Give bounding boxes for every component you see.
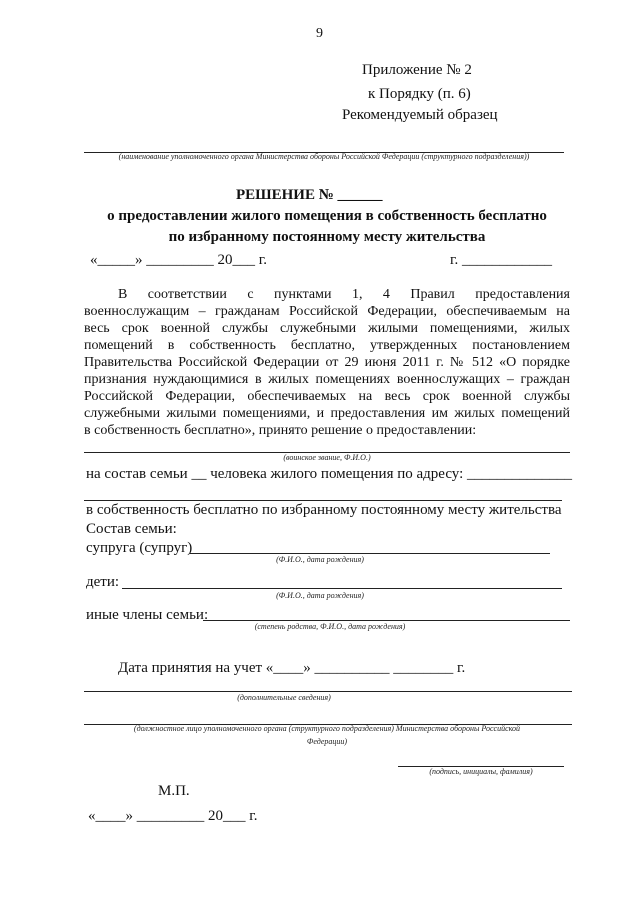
ownership-line: в собственность бесплатно по избранному постоянному месту жительства xyxy=(86,502,562,518)
sample-label: Рекомендуемый образец xyxy=(342,107,498,123)
registration-date-line: Дата принятия на учет «____» __________ ________ г. xyxy=(118,660,466,676)
stamp-place: М.П. xyxy=(158,783,190,799)
spouse-caption: (Ф.И.О., дата рождения) xyxy=(276,555,364,564)
spouse-underline xyxy=(190,553,550,554)
body-line-3: весь срок военной службы служебными жилыми помещениями, жилых xyxy=(84,321,570,336)
decision-subtitle-1: о предоставлении жилого помещения в собственность бесплатно xyxy=(107,208,547,224)
official-caption-2: Федерации) xyxy=(306,737,348,746)
page-number: 9 xyxy=(316,26,323,41)
body-line-9: в собственность бесплатно», принято решение о предоставлении: xyxy=(84,423,477,438)
decision-subtitle-2: по избранному постоянному месту жительства xyxy=(168,229,486,245)
address-underline xyxy=(84,500,562,501)
other-members-label: иные члены семьи: xyxy=(86,607,209,623)
body-line-8: служебными жилыми помещениями, и предоставления им жилых помещений xyxy=(84,406,570,421)
official-caption-1: (должностное лицо уполномоченного органа (структурного подразделения) Министерства обороны Российской xyxy=(133,724,521,733)
authority-caption: (наименование уполномоченного органа Министерства обороны Российской Федерации (структурного подразделения)) xyxy=(118,152,530,161)
children-caption: (Ф.И.О., дата рождения) xyxy=(276,591,364,600)
body-line-4: помещений в собственность бесплатно, утвержденных постановлением xyxy=(84,338,570,353)
children-underline xyxy=(122,588,562,589)
decision-title: РЕШЕНИЕ № ______ xyxy=(236,187,383,203)
decision-date: «_____» _________ 20___ г. xyxy=(90,252,267,268)
signature-caption: (подпись, инициалы, фамилия) xyxy=(429,767,533,776)
children-label: дети: xyxy=(86,574,120,590)
other-members-underline xyxy=(203,620,570,621)
body-line-6: признания нуждающимися в жилых помещениях военнослужащих – граждан xyxy=(84,372,570,387)
additional-underline xyxy=(84,691,572,692)
other-members-caption: (степень родства, Ф.И.О., дата рождения) xyxy=(254,622,406,631)
additional-caption: (дополнительные сведения) xyxy=(237,693,331,702)
body-line-1: В соответствии с пунктами 1, 4 Правил предоставления xyxy=(118,287,570,302)
rank-name-caption: (воинское звание, Ф.И.О.) xyxy=(283,453,371,462)
spouse-label: супруга (супруг) xyxy=(86,540,193,556)
appendix-label: Приложение № 2 xyxy=(362,62,472,78)
order-reference: к Порядку (п. 6) xyxy=(368,86,471,102)
footer-date: «____» _________ 20___ г. xyxy=(88,808,258,824)
family-composition-label: Состав семьи: xyxy=(86,521,177,537)
body-line-2: военнослужащим – гражданам Российской Федерации, обеспечиваемым на xyxy=(84,304,570,319)
decision-place: г. ____________ xyxy=(450,252,552,268)
body-line-7: Российской Федерации, обеспечиваемых на весь срок военной службы xyxy=(84,389,570,404)
body-line-5: Правительства Российской Федерации от 29 июня 2011 г. № 512 «О порядке xyxy=(84,355,570,370)
family-size-line: на состав семьи __ человека жилого помещения по адресу: ______________ xyxy=(86,466,573,482)
